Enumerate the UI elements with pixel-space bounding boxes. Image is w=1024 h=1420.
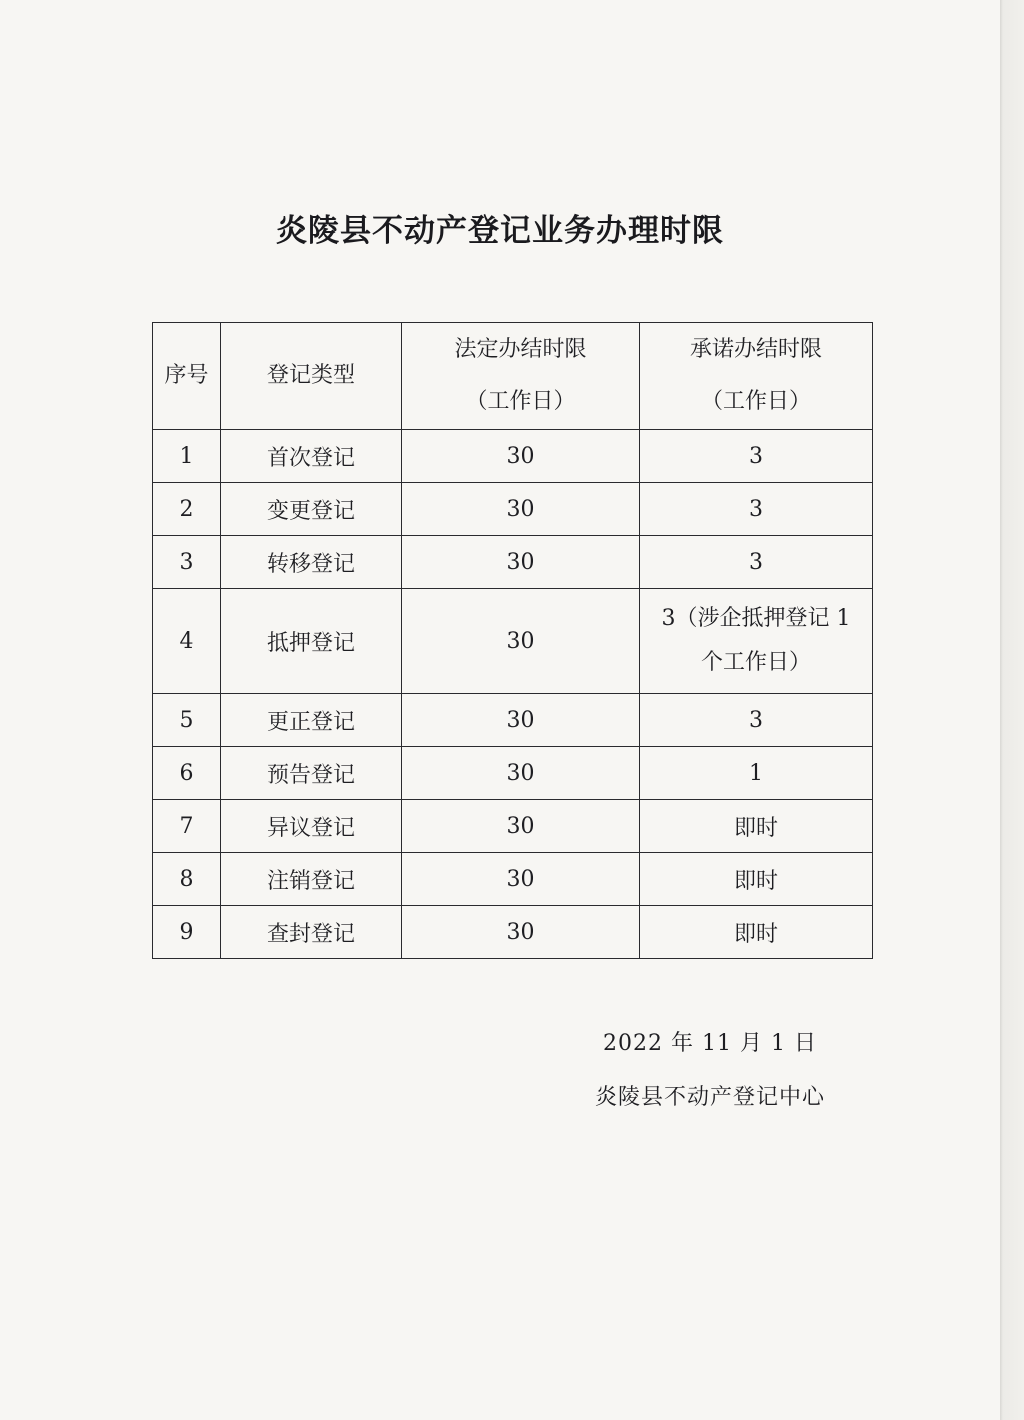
cell-legal: 30 bbox=[402, 694, 640, 747]
header-promise-line2: （工作日） bbox=[700, 389, 811, 414]
cell-type: 变更登记 bbox=[221, 483, 402, 536]
header-index: 序号 bbox=[153, 323, 221, 430]
cell-promise: 即时 bbox=[640, 853, 873, 906]
header-promise-line1: 承诺办结时限 bbox=[689, 337, 822, 362]
cell-promise: 即时 bbox=[640, 800, 873, 853]
scan-page-edge bbox=[1000, 0, 1024, 1420]
cell-promise: 3 bbox=[640, 483, 873, 536]
cell-promise-line2: 个工作日） bbox=[700, 650, 811, 675]
cell-type: 转移登记 bbox=[221, 536, 402, 589]
cell-legal: 30 bbox=[402, 536, 640, 589]
table-header-row bbox=[153, 323, 873, 430]
table-row bbox=[153, 853, 873, 906]
cell-legal: 30 bbox=[402, 430, 640, 483]
cell-legal: 30 bbox=[402, 747, 640, 800]
issuing-organization: 炎陵县不动产登记中心 bbox=[594, 1085, 825, 1110]
cell-type: 首次登记 bbox=[221, 430, 402, 483]
header-legal-line2: （工作日） bbox=[465, 389, 576, 414]
cell-type: 注销登记 bbox=[221, 853, 402, 906]
cell-type: 预告登记 bbox=[221, 747, 402, 800]
cell-type: 抵押登记 bbox=[221, 589, 402, 694]
document-title: 炎陵县不动产登记业务办理时限 bbox=[276, 213, 724, 249]
table-row bbox=[153, 747, 873, 800]
processing-time-table bbox=[152, 322, 873, 959]
cell-index: 9 bbox=[153, 906, 221, 959]
cell-promise: 即时 bbox=[640, 906, 873, 959]
header-type: 登记类型 bbox=[221, 323, 402, 430]
cell-type: 异议登记 bbox=[221, 800, 402, 853]
cell-type: 更正登记 bbox=[221, 694, 402, 747]
table-row bbox=[153, 906, 873, 959]
cell-promise: 1 bbox=[640, 747, 873, 800]
cell-promise: 3 bbox=[640, 694, 873, 747]
header-legal-line1: 法定办结时限 bbox=[454, 337, 587, 362]
header-promise-limit bbox=[640, 323, 873, 430]
cell-index: 7 bbox=[153, 800, 221, 853]
cell-promise-line1: 3（涉企抵押登记 1 bbox=[661, 606, 851, 631]
table-row bbox=[153, 536, 873, 589]
cell-index: 1 bbox=[153, 430, 221, 483]
cell-legal: 30 bbox=[402, 483, 640, 536]
cell-index: 3 bbox=[153, 536, 221, 589]
cell-legal: 30 bbox=[402, 853, 640, 906]
cell-legal: 30 bbox=[402, 589, 640, 694]
table-row bbox=[153, 430, 873, 483]
issue-date: 2022 年 11 月 1 日 bbox=[603, 1031, 817, 1056]
table-row bbox=[153, 483, 873, 536]
cell-index: 5 bbox=[153, 694, 221, 747]
header-legal-limit bbox=[402, 323, 640, 430]
table-row bbox=[153, 800, 873, 853]
cell-index: 2 bbox=[153, 483, 221, 536]
table-row bbox=[153, 694, 873, 747]
cell-type: 查封登记 bbox=[221, 906, 402, 959]
cell-legal: 30 bbox=[402, 800, 640, 853]
cell-promise: 3 bbox=[640, 430, 873, 483]
cell-promise bbox=[640, 589, 873, 694]
cell-index: 8 bbox=[153, 853, 221, 906]
cell-index: 4 bbox=[153, 589, 221, 694]
table-row bbox=[153, 589, 873, 694]
cell-index: 6 bbox=[153, 747, 221, 800]
cell-legal: 30 bbox=[402, 906, 640, 959]
cell-promise: 3 bbox=[640, 536, 873, 589]
